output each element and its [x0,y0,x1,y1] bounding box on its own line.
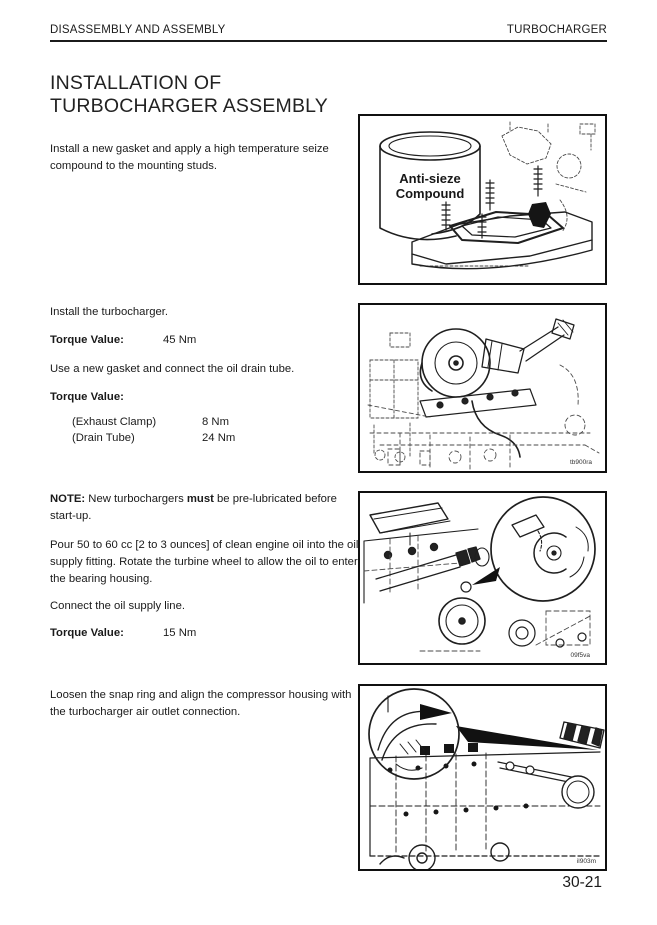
note-text1: New turbochargers [85,493,187,505]
engine-block-sketch [368,365,599,469]
note-label: NOTE: [50,493,86,505]
note-paragraph [50,491,362,525]
para-gasket: Install a new gasket and apply a high temperature seize compound to the mounting studs. [50,143,329,172]
para-drain: Use a new gasket and connect the oil drain tube. [50,363,295,375]
torque-supply-line [50,625,362,642]
figure-code: il903m [576,858,596,865]
torque-row-drain-tube [50,430,362,446]
anti-seize-illustration [360,116,605,283]
magnifier-inset [461,497,595,601]
torque-row-name: (Exhaust Clamp) [72,416,157,428]
para-supply: Connect the oil supply line. [50,600,186,612]
torque-supply-label: Torque Value: [50,627,124,639]
figure-code: 09f5va [570,652,590,659]
oil-pour-illustration [360,493,605,663]
turbo-install-illustration [360,305,605,471]
engine-left-sketch [370,333,418,462]
engine-long-block [370,752,600,856]
header-chapter-title: TURBOCHARGER [506,24,607,36]
dark-bolt [528,202,551,228]
page-title-line2: TURBOCHARGER ASSEMBLY [50,95,328,117]
figure-oil-pour [358,491,607,665]
turbo-inlet-ring [439,598,485,644]
turbocharger [420,319,574,457]
page-title-line1: INSTALLATION OF [50,72,222,94]
torque-install-line [50,332,362,349]
figure-turbo-install [358,303,607,473]
torque-install-value: 45 Nm [163,334,197,346]
pointer-arrow [472,567,500,585]
note-text2: be pre-lubricated before start-up. [50,493,337,522]
can-label-line2: Compound [395,186,465,201]
torque-drain-table [50,414,362,446]
align-arrow [420,704,452,720]
torque-drain-label: Torque Value: [50,391,124,403]
pre-lube-section [50,491,362,642]
snap-ring-illustration [360,686,605,869]
mounting-pad [412,212,592,269]
can-label-line1: Anti-sieze [399,171,461,186]
torque-install-label: Torque Value: [50,334,124,346]
header-section-title: DISASSEMBLY AND ASSEMBLY [50,24,226,36]
page-title [50,72,328,118]
torque-row-name: (Drain Tube) [72,432,135,444]
para-snap-ring: Loosen the snap ring and align the compressor housing with the turbocharger air outlet connection. [50,689,352,718]
figure-code: tb900ra [569,459,592,466]
torque-row-exhaust-clamp [50,414,362,430]
torque-row-value: 24 Nm [202,432,236,444]
install-turbo-section [50,304,362,446]
torque-row-value: 8 Nm [202,416,229,428]
figure-anti-seize [358,114,607,285]
note-bold-word: must [186,493,214,505]
header-rule [50,40,607,42]
torque-supply-value: 15 Nm [163,627,197,639]
magnifier-inset [369,689,459,779]
turbo-hose-striped [560,722,604,748]
exhaust-manifold [420,389,536,417]
page-number: 30-21 [562,874,602,891]
figure-snap-ring [358,684,607,871]
para-install: Install the turbocharger. [50,306,169,318]
para-pour: Pour 50 to 60 cc [2 to 3 ounces] of clean engine oil into the oil supply fitting. Rotate the turbine wheel to allow the oil to enter the bearing housing. [50,539,359,585]
